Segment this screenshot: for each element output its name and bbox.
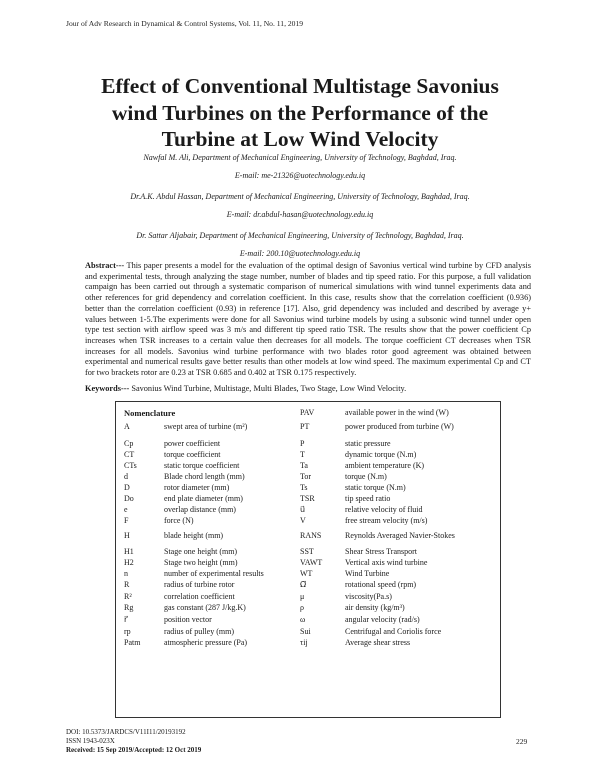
description-right: free stream velocity (m/s) — [345, 516, 428, 525]
symbol-right: μ — [300, 592, 305, 601]
nomenclature-row — [116, 450, 500, 460]
author-email: E-mail: 200.10@uotechnology.edu.iq — [239, 249, 361, 258]
footer-received: Received: 15 Sep 2019/Accepted: 12 Oct 2019 — [66, 746, 202, 754]
symbol-right: SST — [300, 547, 314, 556]
author-affiliation: Dr. Sattar Aljabair, Department of Mechanical Engineering, University of Technology, Baghdad, Iraq. — [136, 231, 464, 240]
title-line: Turbine at Low Wind Velocity — [161, 127, 439, 151]
description-left: radius of turbine rotor — [164, 580, 235, 589]
nomenclature-row — [116, 638, 500, 648]
symbol-right: Ta — [300, 461, 308, 470]
symbol-left: A — [124, 422, 130, 431]
symbol-right: τij — [300, 638, 308, 647]
symbol-right: T — [300, 450, 305, 459]
symbol-right: P — [300, 439, 305, 448]
keywords-text: Savonius Wind Turbine, Multistage, Multi Blades, Two Stage, Low Wind Velocity. — [129, 384, 407, 393]
footer-issn: ISSN 1943-023X — [66, 737, 115, 745]
title-line: Effect of Conventional Multistage Savonius — [101, 74, 499, 98]
description-left: gas constant (287 J/kg.K) — [164, 603, 246, 612]
footer-doi: DOI: 10.5373/JARDCS/V11I11/20193192 — [66, 728, 186, 736]
symbol-right: TSR — [300, 494, 315, 503]
description-left: power coefficient — [164, 439, 221, 448]
symbol-left: d — [124, 472, 128, 481]
symbol-left: D — [124, 483, 130, 492]
description-right: rotational speed (rpm) — [345, 580, 417, 589]
author-2 — [66, 192, 534, 219]
symbol-right: ρ — [300, 603, 304, 612]
symbol-left: R — [124, 580, 130, 589]
description-left: overlap distance (mm) — [164, 505, 236, 514]
symbol-right: WT — [300, 569, 313, 578]
symbol-left: Do — [124, 494, 134, 503]
description-left: correlation coefficient — [164, 592, 235, 601]
nomenclature-row — [116, 615, 500, 625]
nomenclature-row — [116, 627, 500, 637]
symbol-right: Sui — [300, 627, 311, 636]
description-left: end plate diameter (mm) — [164, 494, 243, 503]
nomenclature-row — [116, 461, 500, 471]
symbol-left: H1 — [124, 547, 134, 556]
description-right: torque (N.m) — [345, 472, 387, 481]
nomenclature-row — [116, 569, 500, 579]
symbol-left: n — [124, 569, 128, 578]
description-left: force (N) — [164, 516, 194, 525]
symbol-left: Cp — [124, 439, 134, 448]
author-email: E-mail: dr.abdul-hasan@uotechnology.edu.iq — [226, 210, 374, 219]
nomenclature-row — [116, 483, 500, 493]
description-right: power produced from turbine (W) — [345, 422, 454, 431]
nomenclature-row — [116, 505, 500, 515]
abstract-label: Abstract--- — [85, 261, 125, 270]
description-right: Reynolds Averaged Navier-Stokes — [345, 531, 455, 540]
description-right: air density (kg/m³) — [345, 603, 405, 612]
author-affiliation: Nawfal M. Ali, Department of Mechanical Engineering, University of Technology, Baghdad, Iraq. — [143, 153, 457, 162]
symbol-left: Rg — [124, 603, 134, 612]
description-right: ambient temperature (K) — [345, 461, 425, 470]
description-left: blade height (mm) — [164, 531, 224, 540]
description-left: atmospheric pressure (Pa) — [164, 638, 248, 647]
keywords-label: Keywords--- — [85, 384, 130, 393]
description-left: rotor diameter (mm) — [164, 483, 230, 492]
description-left: Blade chord length (mm) — [164, 472, 245, 481]
description-left: torque coefficient — [164, 450, 221, 459]
footer — [66, 728, 201, 755]
description-right: viscosity(Pa.s) — [345, 592, 392, 601]
description-right: relative velocity of fluid — [345, 505, 423, 514]
description-right: Average shear stress — [345, 638, 411, 647]
symbol-left: H2 — [124, 558, 134, 567]
abstract — [85, 261, 531, 379]
author-3 — [66, 231, 534, 258]
description-left: Stage two height (mm) — [164, 558, 238, 567]
author-email: E-mail: me-21326@uotechnology.edu.iq — [234, 171, 366, 180]
symbol-left: CTs — [124, 461, 137, 470]
symbol-right: PT — [300, 422, 310, 431]
paper-title — [40, 73, 560, 153]
symbol-left: rp — [124, 627, 131, 636]
symbol-right: u⃗ — [300, 505, 306, 514]
symbol-right: Ts — [300, 483, 308, 492]
nomenclature-heading: Nomenclature — [124, 408, 176, 418]
symbol-right: PAV — [300, 408, 315, 417]
description-right: Shear Stress Transport — [345, 547, 418, 556]
symbol-right: RANS — [300, 531, 322, 540]
nomenclature-row — [116, 592, 500, 602]
description-left: radius of pulley (mm) — [164, 627, 234, 636]
description-right: dynamic torque (N.m) — [345, 450, 417, 459]
symbol-left: e — [124, 505, 128, 514]
symbol-left: CT — [124, 450, 135, 459]
description-left: position vector — [164, 615, 212, 624]
author-1 — [66, 153, 534, 180]
symbol-right: VAWT — [300, 558, 323, 567]
page-number: 229 — [516, 737, 528, 746]
description-left: Stage one height (mm) — [164, 547, 238, 556]
nomenclature-row — [116, 547, 500, 557]
description-left: static torque coefficient — [164, 461, 240, 470]
symbol-left: Patm — [124, 638, 141, 647]
nomenclature-row — [116, 422, 500, 432]
nomenclature-row — [116, 472, 500, 482]
nomenclature-row — [116, 494, 500, 504]
symbol-right: V — [300, 516, 306, 525]
description-right: angular velocity (rad/s) — [345, 615, 420, 624]
description-left: swept area of turbine (m²) — [164, 422, 248, 431]
description-left: number of experimental results — [164, 569, 264, 578]
description-right: Vertical axis wind turbine — [345, 558, 428, 567]
nomenclature-table — [115, 401, 501, 718]
symbol-left: F — [124, 516, 129, 525]
abstract-text: This paper presents a model for the evaluation of the optimal design of Savonius vertical wind turbine by CFD analysis and experimental tests, through analyzing the stage number, number of blades and tip speed ratio. For this purpose, a full validation campaign has been carried out through a systematic comparison of numerical simulations with wind tunnel experiments data and other references for grid dependency and correlation coefficient. In this case, results show that the correlation coefficient (0.936) better than the correlation coefficient (0.93) in reference [17]. Also, grid dependency was included and described by average y+ values between 1-5.The experiments were done for all Savonius wind turbine models by using a subsonic wind tunnel under open type test section with airflow speed was 3 m/s and different tip speed ratio TSR. The results show that the power coefficient Cp increases when TSR increases to a certain value then decreases for all models. The torque coefficient CT decreases when TSR increases for all models. Savonius wind turbine performance with two blades rotor good agreement was obtained between experimental and numerical results gave better results than other models at low wind speed. The maximum experimental Cp and CT for two brackets rotor are 0.23 at TSR 0.685 and 0.402 at TSR 0.175 respectively. — [85, 261, 531, 378]
symbol-right: Ω⃗ — [300, 580, 307, 589]
nomenclature-row — [116, 580, 500, 590]
keywords — [85, 384, 531, 393]
description-right: static torque (N.m) — [345, 483, 406, 492]
description-right: available power in the wind (W) — [345, 408, 449, 417]
title-line: wind Turbines on the Performance of the — [111, 100, 489, 125]
nomenclature-row — [116, 531, 500, 541]
nomenclature-row — [116, 558, 500, 568]
description-right: static pressure — [345, 439, 391, 448]
symbol-left: R² — [124, 592, 132, 601]
journal-header: Jour of Adv Research in Dynamical & Control Systems, Vol. 11, No. 11, 2019 — [66, 19, 304, 28]
nomenclature-row — [116, 408, 500, 418]
symbol-right: Tor — [300, 472, 311, 481]
description-right: Centrifugal and Coriolis force — [345, 627, 442, 636]
author-affiliation: Dr.A.K. Abdul Hassan, Department of Mechanical Engineering, University of Technology, Baghdad, Iraq. — [130, 192, 470, 201]
nomenclature-row — [116, 439, 500, 449]
description-right: tip speed ratio — [345, 494, 391, 503]
symbol-left: H — [124, 531, 130, 540]
nomenclature-row — [116, 603, 500, 613]
symbol-left: r⃗ — [124, 615, 128, 624]
nomenclature-row — [116, 516, 500, 526]
description-right: Wind Turbine — [345, 569, 390, 578]
symbol-right: ω — [300, 615, 306, 624]
